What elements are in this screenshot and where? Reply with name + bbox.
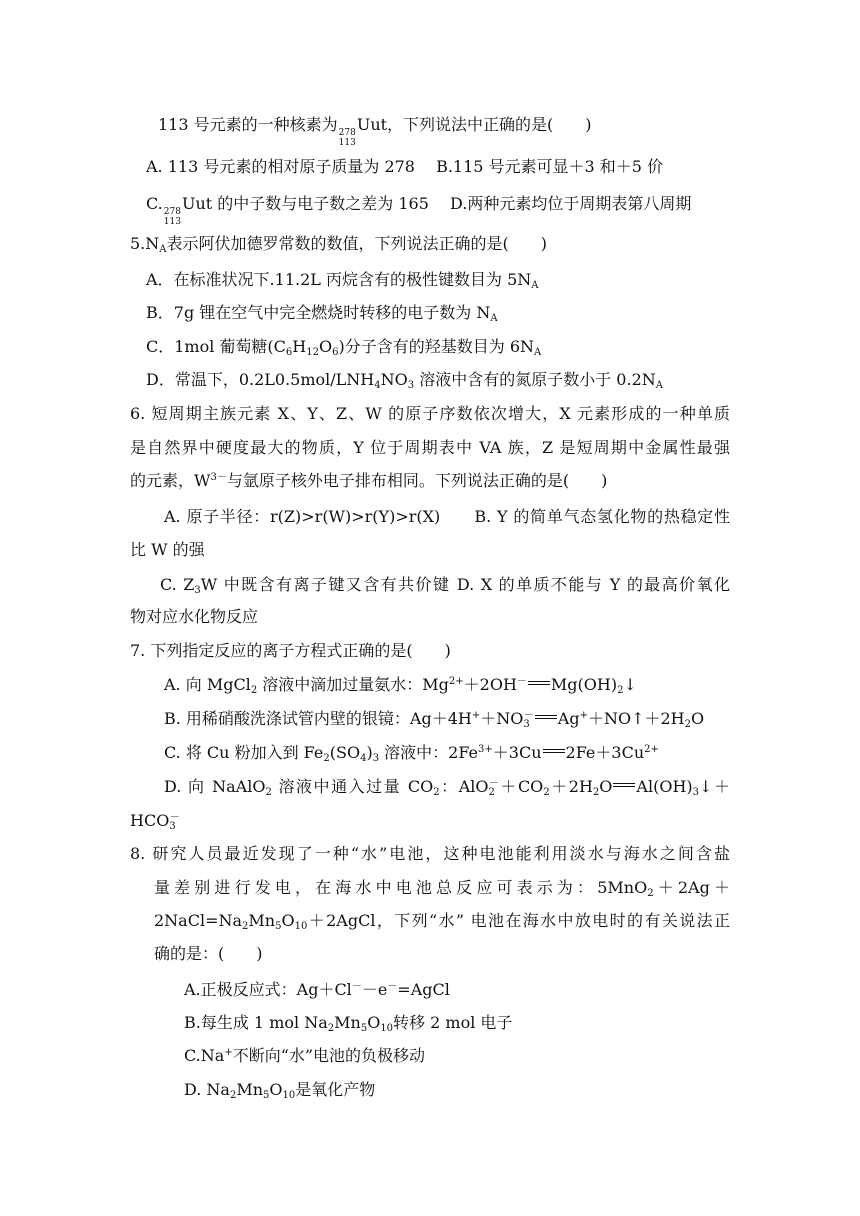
q8-option-d: D. $Na_2Mn_5O_{10}$是氧化产物 [184,1080,376,1101]
q8-stem-line4: 确的是：( ) [154,944,263,963]
q8-stem-line2: 量差别进行发电，在海水中电池总反应可表示为：5MnO$_2$＋2Ag＋ [154,878,730,899]
q4-options-ab: A. 113 号元素的相对原子质量为 278 B.115 号元素可显＋3 和＋5 价 [146,157,664,176]
q5-option-d: D．常温下，$0.2L0.5mol/LNH_4NO_3$ 溶液中含有的氮原子数小于 $0.2N_A$ [146,370,663,391]
q7-option-b: B. 用稀硝酸洗涤试管内壁的银镜：$Ag+4H^++NO_3^-$ $Ag^++NO↑+2H_2O$ [164,709,705,730]
equals-sign [528,681,550,685]
q5-stem: $5.N_A$表示阿伏加德罗常数的数值，下列说法正确的是( ) [130,234,547,255]
q7-option-d-cont: $HCO_3^-$ [130,811,180,832]
nuclide-notation: 278 113 [338,128,356,148]
q7-option-a: A. 向 MgCl$_2$ 溶液中滴加过量氨水：$Mg^{2+}+2OH^-$ $Mg(OH)_2↓$ [164,675,637,696]
q6-options-cd-cont: 物对应水化物反应 [130,607,259,626]
q6-options-ab: A. 原子半径：r(Z)>r(W)>r(Y)>r(X) B. Y 的简单气态氢化物的热稳定性 [164,507,730,526]
equals-sign [543,749,565,753]
q7-option-d: D. 向 NaAlO$_2$ 溶液中通入过量 $CO_2$：$AlO_2^-+CO_2+2H_2O$ $Al(OH)_3↓+$ [164,777,730,798]
q4-options-cd: C. 278 113 Uut 的中子数与电子数之差为 165 D.两种元素均位于周期表第八周期 [146,194,692,227]
q8-stem-line3: $2NaCl=Na_2Mn_5O_{10}+2AgCl$，下列“水” 电池在海水中放电时的有关说法正 [154,911,730,932]
q8-option-c: C.Na+不断向“水”电池的负极移动 [184,1046,426,1065]
q5-option-c: C．1mol 葡萄糖$(C_6H_{12}O_6)$分子含有的羟基数目为 $6N_A$ [146,337,542,358]
q5-option-a: A．在标准状况下.11.2L 丙烷含有的极性键数目为 $5N_A$ [146,270,539,291]
q5-option-b: B．7g 锂在空气中完全燃烧时转移的电子数为 $N_A$ [146,303,498,324]
q6-stem-line3: 的元素，$W^{3-}$与氩原子核外电子排布相同。下列说法正确的是( ) [130,471,608,490]
equals-sign [613,783,635,787]
q6-stem-line2: 是自然界中硬度最大的物质，Y 位于周期表中 VA 族，Z 是短周期中金属性最强 [130,438,730,457]
q6-options-cd: C. $Z_3W$ 中既含有离子键又含有共价键 D. X 的单质不能与 Y 的最高价氧化 [160,575,730,596]
q8-stem-line1: 8. 研究人员最近发现了一种“水”电池，这种电池能利用淡水与海水之间含盐 [130,844,730,863]
q7-option-c: C. 将 Cu 粉加入到 $Fe_2(SO_4)_3$ 溶液中：$2Fe^{3+}+3Cu$ $2Fe+3Cu^{2+}$ [164,743,659,764]
nuclide-notation: 278 113 [163,207,181,227]
q8-option-a: A.正极反应式：Ag＋Cl－－e－=AgCl [184,980,450,999]
equals-sign [535,715,557,719]
q6-stem-line1: 6. 短周期主族元素 X、Y、Z、W 的原子序数依次增大，X 元素形成的一种单质 [130,404,730,423]
q6-options-ab-cont: 比 W 的强 [130,540,205,559]
q7-stem: 7. 下列指定反应的离子方程式正确的是( ) [130,641,451,660]
q4-stem: 113 号元素的一种核素为 278 113 Uut，下列说法中正确的是( ) [158,115,592,148]
q8-option-b: B.每生成 1 mol $Na_2Mn_5O_{10}$转移 2 mol 电子 [184,1013,513,1034]
